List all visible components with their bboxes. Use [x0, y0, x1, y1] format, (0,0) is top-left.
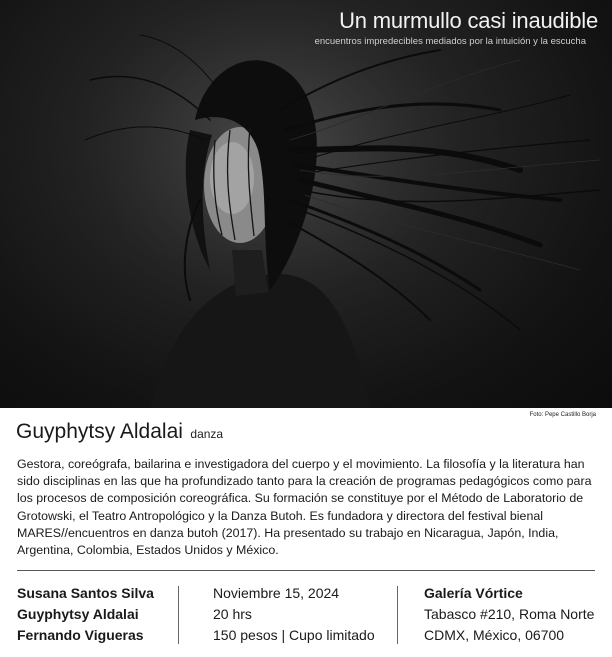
hero-title: Un murmullo casi inaudible — [339, 8, 598, 33]
participant-name: Guyphytsy Aldalai — [17, 606, 139, 622]
event-price: 150 pesos | Cupo limitado — [213, 627, 375, 643]
venue-address-line-1: Tabasco #210, Roma Norte — [424, 606, 595, 622]
artist-heading — [16, 420, 223, 444]
hero-subtitle: encuentros impredecibles mediados por la intuición y la escucha — [314, 36, 586, 47]
event-date: Noviembre 15, 2024 — [213, 585, 340, 601]
event-details — [213, 583, 375, 646]
event-time: 20 hrs — [213, 606, 252, 622]
venue-details — [424, 583, 594, 646]
column-divider — [397, 586, 398, 644]
column-divider — [178, 586, 179, 644]
participant-name: Susana Santos Silva — [17, 585, 154, 601]
venue-address-line-2: CDMX, México, 06700 — [424, 627, 565, 643]
artist-bio: Gestora, coreógrafa, bailarina e investigadora del cuerpo y el movimiento. La filosofía y la literatura han sido disciplinas en las que ha profundizado tanto para la creación de programas pedagógicos como para los procesos de composición coreográfica. Su formación se constituye por el Método de Laboratorio de Grotowski, el Teatro Antropológico y la Danza Butoh. Es fundadora y directora del festival bienal MARES//encuentros en danza butoh (2017). Ha presentado su trabajo en Nicaragua, Japón, India, Argentina, Colombia, Estados Unidos y México. — [17, 457, 592, 558]
participants-list — [17, 583, 154, 646]
artist-name: Guyphytsy Aldalai — [16, 420, 183, 443]
photo-credit: Foto: Pepe Castillo Borja — [529, 412, 596, 418]
participant-name: Fernando Vigueras — [17, 627, 144, 643]
artist-discipline: danza — [190, 427, 224, 441]
divider — [17, 570, 595, 571]
venue-name: Galería Vórtice — [424, 585, 523, 601]
